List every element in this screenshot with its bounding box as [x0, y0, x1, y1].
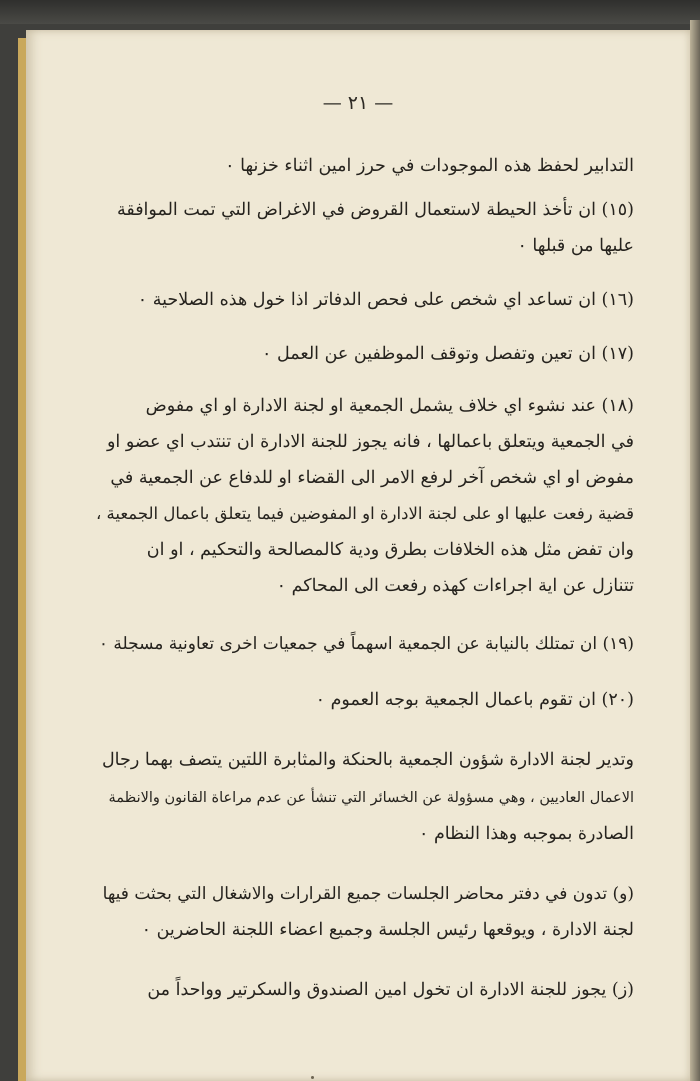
text-line: (٢٠) ان تقوم باعمال الجمعية بوجه العموم ٠: [315, 690, 634, 710]
text-line: (١٦) ان تساعد اي شخص على فحص الدفاتر اذا خول هذه الصلاحية ٠: [137, 290, 634, 310]
text-line: (ز) يجوز للجنة الادارة ان تخول امين الصندوق والسكرتير وواحداً من: [147, 980, 634, 1000]
ink-speck: [311, 1076, 314, 1079]
text-line: لجنة الادارة ، ويوقعها رئيس الجلسة وجميع اعضاء اللجنة الحاضرين ٠: [141, 920, 634, 940]
text-line: وتدير لجنة الادارة شؤون الجمعية بالحنكة والمثابرة اللتين يتصف بهما رجال: [101, 750, 634, 770]
book-top-edge: [0, 0, 700, 24]
text-line: (١٥) ان تأخذ الحيطة لاستعمال القروض في الاغراض التي تمت الموافقة: [116, 200, 634, 220]
text-line: (١٧) ان تعين وتفصل وتوقف الموظفين عن العمل ٠: [262, 344, 634, 364]
text-line: (١٩) ان تمتلك بالنيابة عن الجمعية اسهماً في جمعيات اخرى تعاونية مسجلة ٠: [98, 634, 634, 654]
text-line: قضية رفعت عليها او على لجنة الادارة او المفوضين فيما يتعلق باعمال الجمعية ،: [95, 504, 634, 523]
text-line: وان تفض مثل هذه الخلافات بطرق ودية كالمصالحة والتحكيم ، او ان: [146, 540, 634, 560]
text-line: عليها من قبلها ٠: [517, 236, 634, 256]
text-line: التدابير لحفظ هذه الموجودات في حرز امين اثناء خزنها ٠: [225, 156, 634, 176]
text-line: (و) تدون في دفتر محاضر الجلسات جميع القرارات والاشغال التي بحثت فيها: [102, 884, 634, 904]
text-line: تتنازل عن اية اجراءات كهذه رفعت الى المحاكم ٠: [276, 576, 634, 596]
text-line: في الجمعية ويتعلق باعمالها ، فانه يجوز للجنة الادارة ان تنتدب اي عضو او: [106, 432, 634, 452]
text-line: الصادرة بموجبه وهذا النظام ٠: [418, 824, 634, 844]
book-page: [26, 30, 690, 1081]
book-right-edge: [690, 20, 700, 1081]
page-number: — ٢١ —: [322, 92, 394, 114]
text-line: الاعمال العاديين ، وهي مسؤولة عن الخسائر التي تنشأ عن عدم مراعاة القانون والانظمة: [108, 790, 634, 806]
text-line: مفوض او اي شخص آخر لرفع الامر الى القضاء او للدفاع عن الجمعية في: [110, 468, 634, 488]
text-line: (١٨) عند نشوء اي خلاف يشمل الجمعية او لجنة الادارة او اي مفوض: [145, 396, 634, 416]
binding-strip: [18, 38, 26, 1081]
